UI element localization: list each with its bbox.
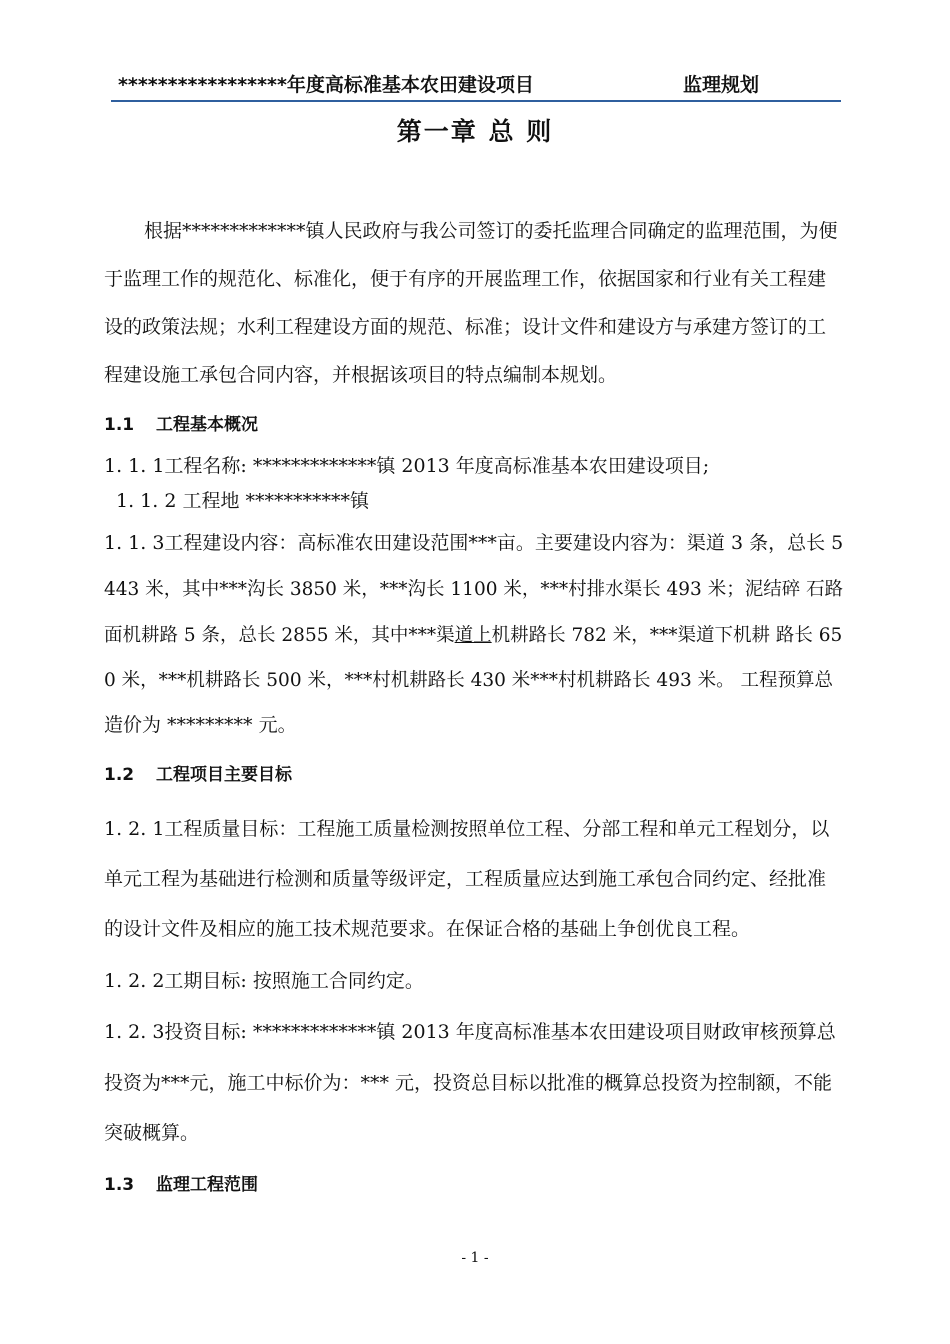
intro-line-2: 于监理工作的规范化、标准化，便于有序的开展监理工作，依据国家和行业有关工程建: [104, 268, 827, 290]
item-1-2-3-line-1: 1. 2. 3投资目标: *************镇 2013 年度高标准基本农田建设项目财政审核预算总: [104, 1021, 836, 1043]
item-1-2-3-line-2: 投资为***元，施工中标价为：*** 元，投资总目标以批准的概算总投资为控制额，不能: [104, 1072, 833, 1094]
item-1-2-1-line-3: 的设计文件及相应的施工技术规范要求。在保证合格的基础上争创优良工程。: [104, 918, 751, 940]
section-heading-1-3: [104, 1170, 258, 1195]
intro-line-1: 根据*************镇人民政府与我公司签订的委托监理合同确定的监理范围，为便: [144, 220, 838, 242]
item-1-1-3-line-5: 造价为 ********* 元。: [104, 714, 297, 736]
header-rule: [111, 100, 841, 102]
intro-line-3: 设的政策法规；水利工程建设方面的规范、标准；设计文件和建设方与承建方签订的工: [104, 316, 827, 338]
section-title: 工程基本概况: [156, 415, 258, 435]
underlined-text: 道上: [454, 625, 492, 646]
chapter-title: 第一章 总 则: [396, 117, 554, 146]
section-number: 1.1: [104, 415, 135, 435]
page-number: - 1 -: [461, 1250, 489, 1266]
item-1-1-3-line-2: 443 米，其中***沟长 3850 米，***沟长 1100 米，***村排水渠长 493 米；泥结碎 石路: [104, 579, 844, 600]
item-1-1-3-line-3: [104, 621, 842, 647]
header-doc-title: 监理规划: [683, 74, 760, 96]
section-heading-1-1: [104, 410, 258, 435]
section-title: 工程项目主要目标: [156, 765, 292, 785]
section-number: 1.2: [104, 765, 135, 785]
item-1-1-1: 1. 1. 1工程名称: *************镇 2013 年度高标准基本农田建设项目;: [104, 455, 710, 477]
section-title: 监理工程范围: [156, 1175, 258, 1195]
item-1-2-3-line-3: 突破概算。: [104, 1122, 200, 1144]
item-1-1-3-line-4: 0 米，***机耕路长 500 米，***村机耕路长 430 米***村机耕路长 493 米。 工程预算总: [104, 670, 833, 691]
item-1-2-1-line-2: 单元工程为基础进行检测和质量等级评定，工程质量应达到施工承包合同约定、经批准: [104, 868, 827, 890]
section-heading-1-2: [104, 760, 292, 785]
section-number: 1.3: [104, 1175, 135, 1195]
text-run: 机耕路长 782 米，***渠道下机耕 路长 65: [491, 625, 843, 646]
intro-line-4: 程建设施工承包合同内容，并根据该项目的特点编制本规划。: [104, 364, 618, 386]
item-1-2-2: 1. 2. 2工期目标: 按照施工合同约定。: [104, 970, 424, 992]
text-run: 面机耕路 5 条，总长 2855 米，其中***渠: [104, 625, 455, 646]
item-1-1-2: 1. 1. 2 工程地 ***********镇: [116, 490, 370, 512]
item-1-1-3-line-1: 1. 1. 3工程建设内容：高标准农田建设范围***亩。主要建设内容为：渠道 3 条，总长 5: [104, 532, 844, 554]
header-project-title: *****************年度高标准基本农田建设项目: [118, 74, 534, 96]
item-1-2-1-line-1: 1. 2. 1工程质量目标：工程施工质量检测按照单位工程、分部工程和单元工程划分，以: [104, 818, 830, 840]
